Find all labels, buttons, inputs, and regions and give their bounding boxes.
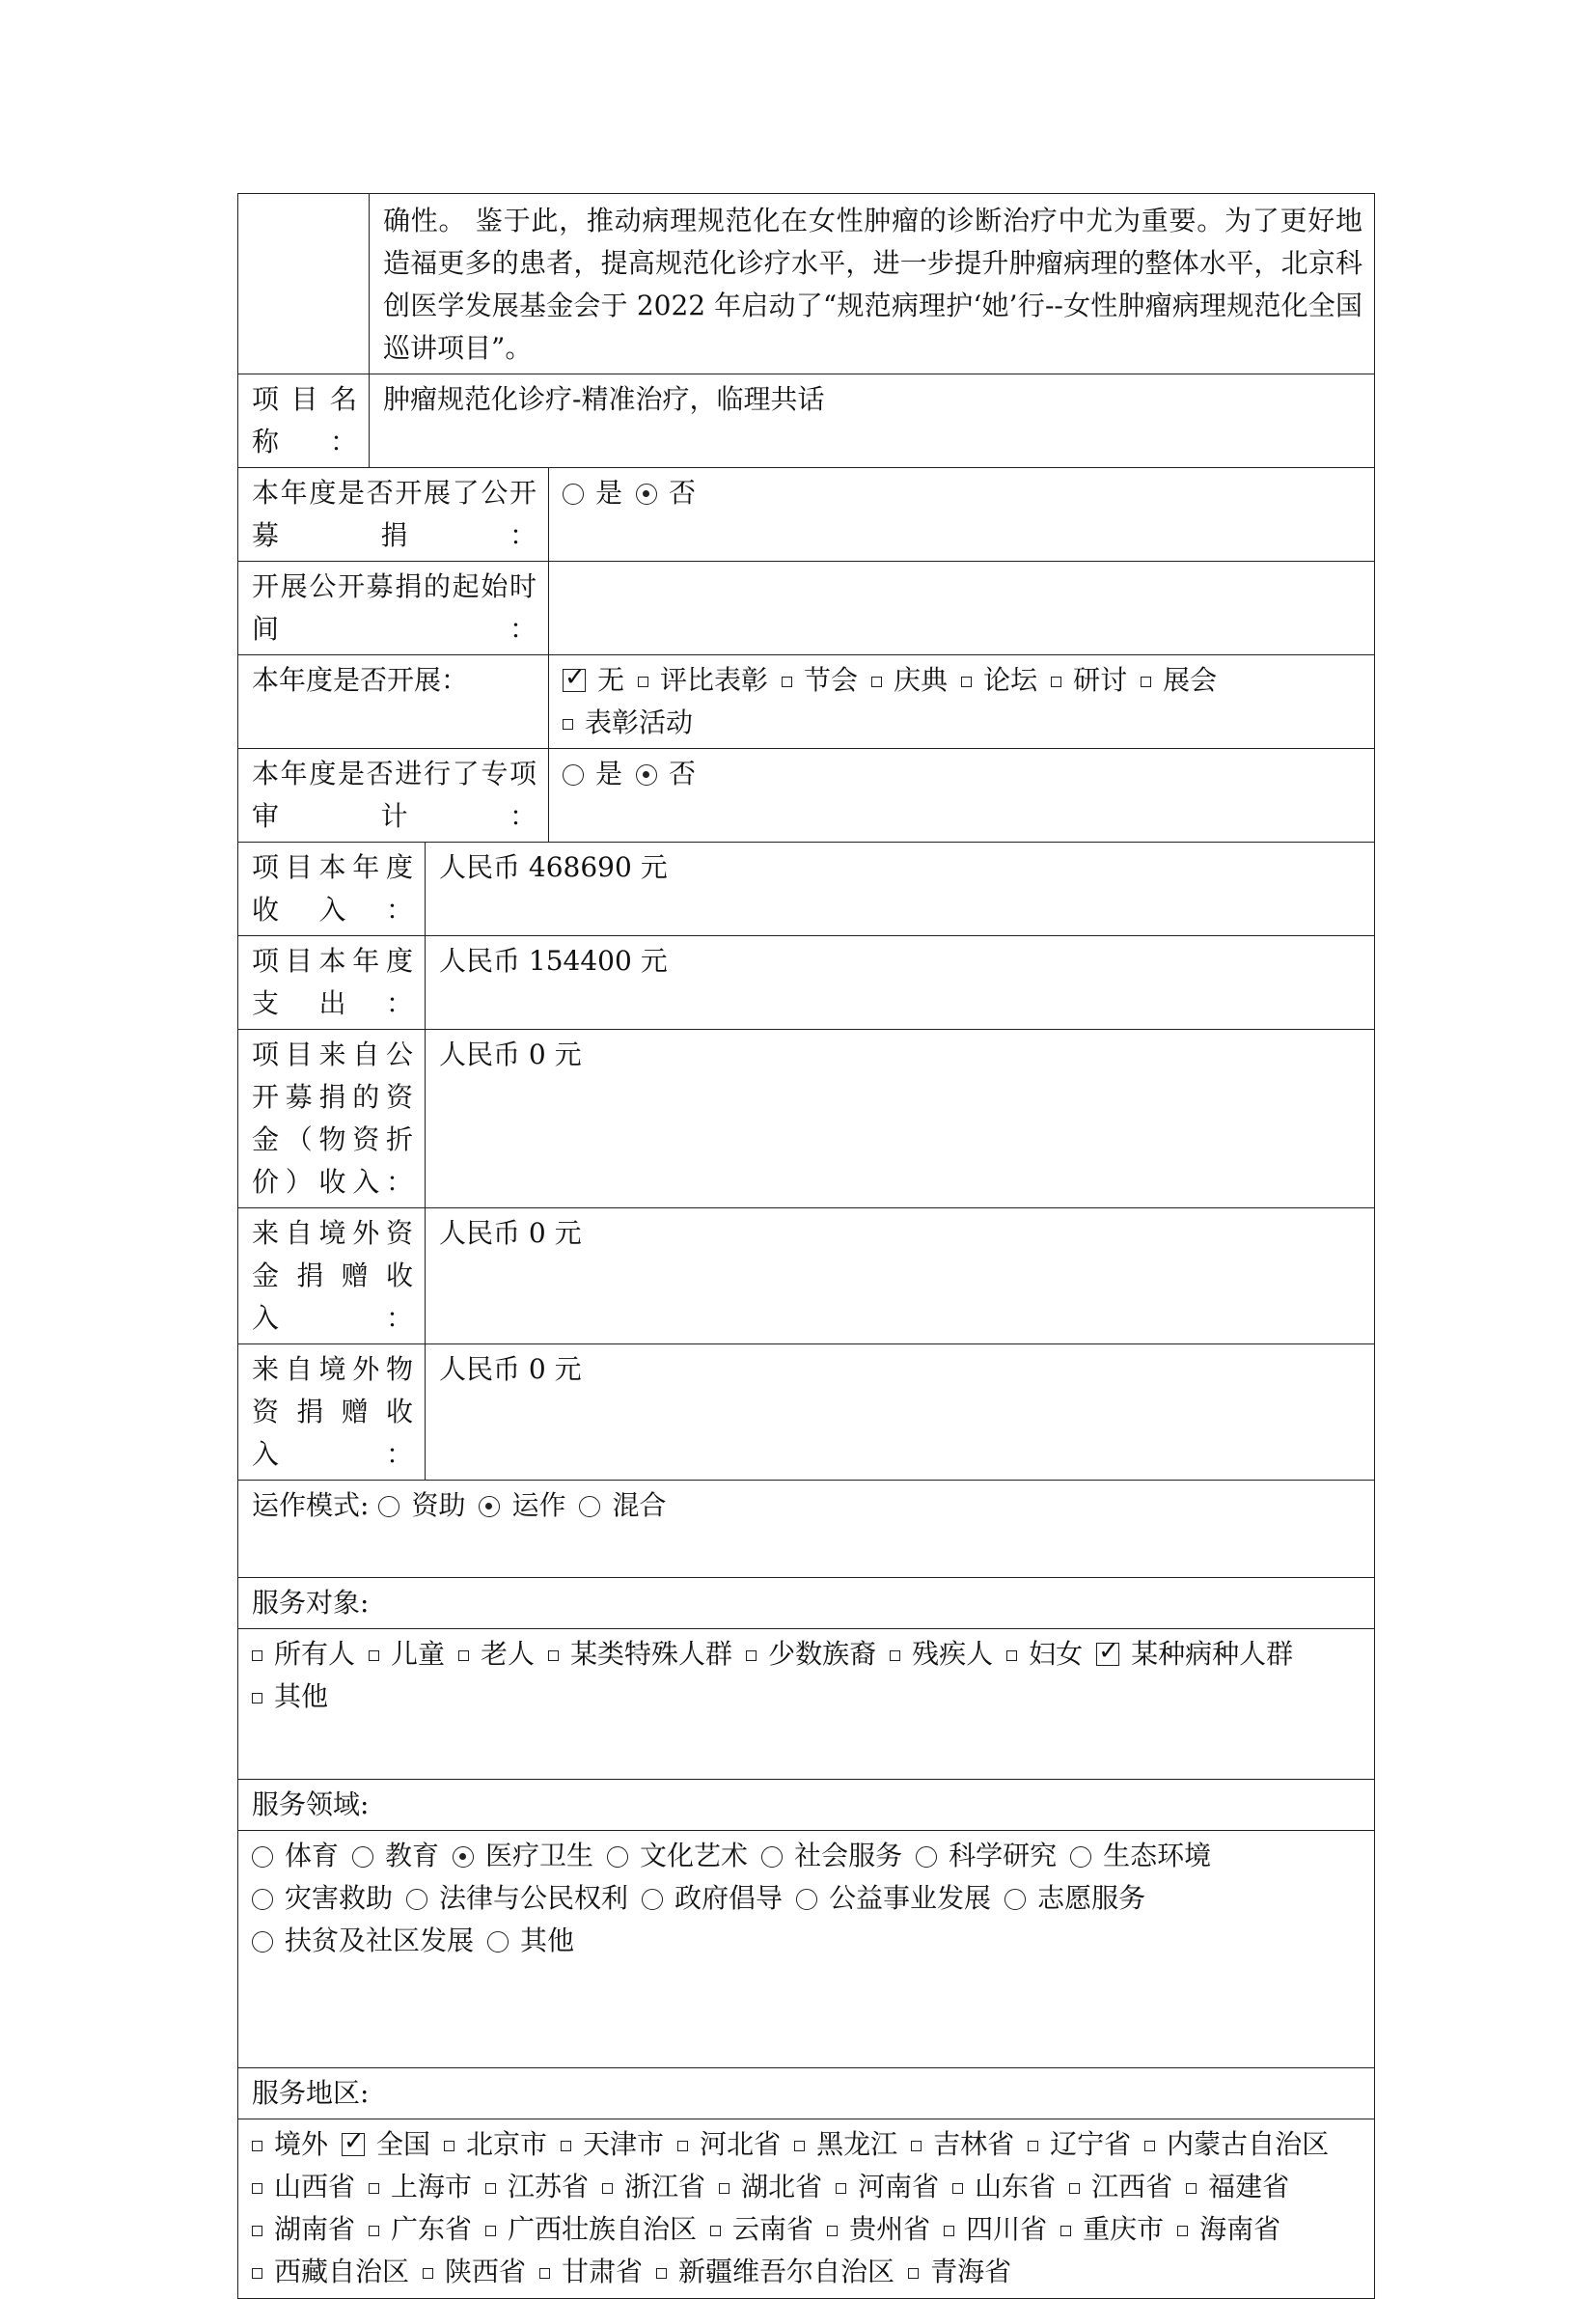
checkbox-empty-icon[interactable] [1028, 2141, 1038, 2151]
service-target-options [238, 1629, 1375, 1780]
public-income-row [238, 1030, 1375, 1208]
checkbox-empty-icon[interactable] [656, 2268, 667, 2279]
expense-value: 人民币 154400 元 [426, 936, 1375, 1030]
checkbox-checked-icon[interactable] [563, 669, 586, 692]
service-region-option[interactable] [719, 2166, 822, 2208]
service-region-row [238, 2119, 1375, 2299]
option-label: 河北省 [700, 2128, 782, 2160]
operation-mode-options [378, 1489, 679, 1521]
special-audit-option[interactable] [563, 753, 622, 795]
option-label: 论坛 [983, 664, 1038, 696]
checkbox-empty-icon[interactable] [252, 2226, 262, 2236]
checkbox-empty-icon[interactable] [252, 2268, 262, 2279]
service-target-option[interactable] [252, 1676, 328, 1718]
checkbox-empty-icon[interactable] [485, 2226, 496, 2236]
checkbox-empty-icon[interactable] [911, 2141, 922, 2151]
radio-selected-icon[interactable] [636, 764, 657, 786]
service-region-option[interactable] [342, 2123, 430, 2166]
option-label: 江西省 [1091, 2171, 1173, 2202]
option-label: 重庆市 [1083, 2213, 1165, 2245]
foreign-goods-label: 来自境外物资捐赠收入： [238, 1344, 426, 1481]
checkbox-empty-icon[interactable] [836, 2183, 846, 2194]
activities-option[interactable] [782, 659, 858, 702]
checkbox-empty-icon[interactable] [1141, 677, 1151, 687]
public-fundraising-label: 本年度是否开展了公开募捐： [238, 468, 549, 562]
option-label: 少数族裔 [768, 1638, 877, 1670]
checkbox-empty-icon[interactable] [890, 1650, 900, 1661]
service-region-option[interactable] [252, 2166, 355, 2208]
service-region-option[interactable] [369, 2208, 472, 2251]
service-region-label: 服务地区: [238, 2068, 1375, 2119]
option-label: 儿童 [391, 1638, 446, 1670]
intro-text: 确性。 鉴于此，推动病理规范化在女性肿瘤的诊断治疗中尤为重要。为了更好地造福更多的患者，提高规范化诊疗水平，进一步提升肿瘤病理的整体水平，北京科创医学发展基金会于 2022 年启动了“规范病理护‘她’行--女性肿瘤病理规范化全国巡讲项目”。 [370, 194, 1375, 374]
foreign-goods-value: 人民币 0 元 [426, 1344, 1375, 1481]
checkbox-empty-icon[interactable] [539, 2268, 550, 2279]
option-label: 志愿服务 [1037, 1882, 1146, 1914]
checkbox-empty-icon[interactable] [252, 2183, 262, 2194]
radio-empty-icon[interactable] [1004, 1889, 1026, 1910]
radio-selected-icon[interactable] [453, 1846, 474, 1868]
public-fundraising-option[interactable] [636, 472, 696, 514]
checkbox-empty-icon[interactable] [1006, 1650, 1017, 1661]
activities-option[interactable] [638, 659, 768, 702]
option-label: 四川省 [966, 2213, 1048, 2245]
special-audit-label: 本年度是否进行了专项审计： [238, 749, 549, 843]
checkbox-empty-icon[interactable] [602, 2183, 613, 2194]
project-name-value: 肿瘤规范化诊疗-精准治疗，临理共话 [370, 374, 1375, 468]
checkbox-empty-icon[interactable] [794, 2141, 805, 2151]
expense-row [238, 936, 1375, 1030]
option-label: 海南省 [1199, 2213, 1281, 2245]
service-region-option[interactable] [1186, 2166, 1289, 2208]
service-target-option[interactable] [369, 1633, 445, 1676]
checkbox-empty-icon[interactable] [561, 2141, 571, 2151]
option-label: 陕西省 [445, 2256, 527, 2287]
foreign-goods-row [238, 1344, 1375, 1481]
option-label: 灾害救助 [285, 1882, 394, 1914]
service-field-option[interactable] [1070, 1835, 1211, 1877]
service-target-label: 服务对象: [238, 1578, 1375, 1629]
option-label: 资助 [411, 1489, 466, 1521]
operation-mode-option[interactable] [378, 1484, 465, 1527]
checkbox-empty-icon[interactable] [252, 2141, 262, 2151]
special-audit-row [238, 749, 1375, 843]
service-region-option[interactable] [602, 2166, 705, 2208]
service-target-option[interactable] [1006, 1633, 1083, 1676]
option-label: 全国 [376, 2128, 431, 2160]
operation-mode-row [238, 1481, 1375, 1578]
option-label: 混合 [612, 1489, 667, 1521]
checkbox-empty-icon[interactable] [1051, 677, 1061, 687]
service-field-option[interactable] [487, 1920, 574, 1962]
checkbox-empty-icon[interactable] [908, 2268, 919, 2279]
fundraising-start-row [238, 562, 1375, 655]
checkbox-empty-icon[interactable] [944, 2226, 954, 2236]
checkbox-empty-icon[interactable] [423, 2268, 433, 2279]
public-fundraising-option[interactable] [563, 472, 622, 514]
income-value: 人民币 468690 元 [426, 843, 1375, 936]
checkbox-empty-icon[interactable] [444, 2141, 454, 2151]
service-region-option[interactable] [444, 2123, 547, 2166]
option-label: 表彰活动 [585, 706, 694, 738]
radio-empty-icon[interactable] [563, 484, 584, 505]
option-label: 运作 [511, 1489, 566, 1521]
public-fundraising-row [238, 468, 1375, 562]
option-label: 西藏自治区 [274, 2256, 410, 2287]
option-label: 体育 [285, 1840, 340, 1871]
option-label: 老人 [481, 1638, 536, 1670]
checkbox-empty-icon[interactable] [719, 2183, 729, 2194]
service-field-option[interactable] [642, 1877, 783, 1920]
activities-option[interactable] [1051, 659, 1127, 702]
option-label: 辽宁省 [1050, 2128, 1132, 2160]
radio-empty-icon[interactable] [487, 1931, 509, 1953]
service-region-option[interactable] [1177, 2208, 1280, 2251]
option-label: 评比表彰 [660, 664, 769, 696]
option-label: 福建省 [1208, 2171, 1290, 2202]
option-label: 否 [669, 758, 697, 789]
activities-option[interactable] [563, 659, 624, 702]
fundraising-start-value [549, 562, 1375, 655]
activities-option[interactable] [563, 702, 693, 744]
public-income-value: 人民币 0 元 [426, 1030, 1375, 1208]
service-region-option[interactable] [1028, 2123, 1131, 2166]
radio-empty-icon[interactable] [378, 1496, 399, 1517]
checkbox-empty-icon[interactable] [871, 677, 882, 687]
service-region-options [238, 2119, 1375, 2299]
service-region-option[interactable] [794, 2123, 897, 2166]
service-region-option[interactable] [911, 2123, 1014, 2166]
foreign-cash-label: 来自境外资金捐赠收入： [238, 1208, 426, 1344]
option-label: 广东省 [391, 2213, 473, 2245]
option-label: 上海市 [391, 2171, 473, 2202]
service-field-label: 服务领域: [238, 1780, 1375, 1831]
option-label: 公益事业发展 [829, 1882, 992, 1914]
checkbox-empty-icon[interactable] [1186, 2183, 1197, 2194]
service-target-option[interactable] [746, 1633, 876, 1676]
option-label: 山东省 [975, 2171, 1057, 2202]
operation-mode-cell [238, 1481, 1375, 1578]
public-fundraising-options [549, 468, 1375, 562]
foreign-cash-value: 人民币 0 元 [426, 1208, 1375, 1344]
radio-empty-icon[interactable] [579, 1496, 600, 1517]
checkbox-empty-icon[interactable] [369, 1650, 379, 1661]
option-label: 吉林省 [933, 2128, 1015, 2160]
radio-empty-icon[interactable] [607, 1846, 628, 1868]
checkbox-empty-icon[interactable] [677, 2141, 688, 2151]
operation-mode-option[interactable] [579, 1484, 666, 1527]
checkbox-empty-icon[interactable] [782, 677, 792, 687]
checkbox-empty-icon[interactable] [252, 1693, 262, 1703]
checkbox-empty-icon[interactable] [638, 677, 648, 687]
option-label: 文化艺术 [640, 1840, 749, 1871]
service-region-option[interactable] [369, 2166, 472, 2208]
checkbox-empty-icon[interactable] [827, 2226, 838, 2236]
option-label: 某类特殊人群 [570, 1638, 733, 1670]
option-label: 科学研究 [949, 1840, 1058, 1871]
radio-empty-icon[interactable] [761, 1846, 783, 1868]
service-region-option[interactable] [561, 2123, 664, 2166]
option-label: 其他 [274, 1680, 329, 1712]
checkbox-empty-icon[interactable] [485, 2183, 496, 2194]
checkbox-empty-icon[interactable] [710, 2226, 721, 2236]
option-label: 新疆维吾尔自治区 [678, 2256, 895, 2287]
option-label: 浙江省 [624, 2171, 706, 2202]
radio-empty-icon[interactable] [642, 1889, 663, 1910]
special-audit-options [549, 749, 1375, 843]
option-label: 江苏省 [508, 2171, 590, 2202]
option-label: 妇女 [1029, 1638, 1084, 1670]
service-field-row [238, 1831, 1375, 2068]
public-income-label: 项目来自公开募捐的资金（物资折价）收入： [238, 1030, 426, 1208]
option-label: 否 [669, 477, 697, 509]
operation-mode-label: 运作模式: [252, 1489, 370, 1521]
radio-empty-icon[interactable] [1070, 1846, 1091, 1868]
radio-empty-icon[interactable] [252, 1846, 273, 1868]
service-region-option[interactable] [710, 2208, 813, 2251]
service-field-option[interactable] [607, 1835, 748, 1877]
option-label: 是 [595, 758, 623, 789]
option-label: 河南省 [858, 2171, 940, 2202]
service-region-option[interactable] [252, 2123, 328, 2166]
activities-options [549, 655, 1375, 749]
service-region-option[interactable] [827, 2208, 930, 2251]
option-label: 教育 [385, 1840, 440, 1871]
service-region-option[interactable] [1069, 2166, 1172, 2208]
service-region-option[interactable] [1144, 2123, 1329, 2166]
option-label: 政府倡导 [674, 1882, 784, 1914]
radio-empty-icon[interactable] [406, 1889, 427, 1910]
radio-empty-icon[interactable] [352, 1846, 373, 1868]
service-field-option[interactable] [1004, 1877, 1145, 1920]
activities-option[interactable] [1141, 659, 1217, 702]
service-region-option[interactable] [836, 2166, 939, 2208]
service-field-option[interactable] [252, 1920, 474, 1962]
service-target-option[interactable] [548, 1633, 732, 1676]
option-label: 甘肃省 [562, 2256, 644, 2287]
option-label: 湖南省 [274, 2213, 356, 2245]
service-field-option[interactable] [352, 1835, 439, 1877]
checkbox-empty-icon[interactable] [548, 1650, 559, 1661]
special-audit-option[interactable] [636, 753, 696, 795]
service-region-option[interactable] [1060, 2208, 1164, 2251]
checkbox-empty-icon[interactable] [252, 1650, 262, 1661]
option-label: 北京市 [466, 2128, 548, 2160]
service-field-option[interactable] [916, 1835, 1057, 1877]
income-row [238, 843, 1375, 936]
service-field-option[interactable] [796, 1877, 991, 1920]
service-field-header-row [238, 1780, 1375, 1831]
service-field-option[interactable] [761, 1835, 902, 1877]
project-name-label: 项 目 名 称 ： [238, 374, 370, 468]
option-label: 广西壮族自治区 [508, 2213, 698, 2245]
checkbox-checked-icon[interactable] [1096, 1643, 1119, 1666]
option-label: 云南省 [732, 2213, 814, 2245]
service-target-option[interactable] [252, 1633, 355, 1676]
service-target-header-row [238, 1578, 1375, 1629]
service-region-header-row [238, 2068, 1375, 2119]
option-label: 所有人 [274, 1638, 356, 1670]
option-label: 贵州省 [849, 2213, 931, 2245]
option-label: 境外 [274, 2128, 329, 2160]
option-label: 无 [597, 664, 625, 696]
option-label: 医疗卫生 [485, 1840, 594, 1871]
service-field-option[interactable] [406, 1877, 628, 1920]
foreign-cash-row [238, 1208, 1375, 1344]
service-region-option[interactable] [252, 2208, 355, 2251]
checkbox-empty-icon[interactable] [1144, 2141, 1155, 2151]
checkbox-empty-icon[interactable] [369, 2226, 379, 2236]
option-label: 研讨 [1073, 664, 1128, 696]
project-info-table [237, 193, 1375, 2299]
option-label: 社会服务 [794, 1840, 903, 1871]
option-label: 某种病种人群 [1131, 1638, 1294, 1670]
service-region-option[interactable] [485, 2166, 589, 2208]
checkbox-empty-icon[interactable] [563, 719, 573, 730]
activities-label: 本年度是否开展： [238, 655, 549, 749]
service-region-option[interactable] [952, 2166, 1056, 2208]
operation-mode-option[interactable] [479, 1484, 565, 1527]
intro-blank-cell [238, 194, 370, 374]
service-field-options [238, 1831, 1375, 2068]
radio-empty-icon[interactable] [252, 1931, 273, 1953]
intro-row [238, 194, 1375, 374]
option-label: 内蒙古自治区 [1167, 2128, 1330, 2160]
checkbox-empty-icon[interactable] [458, 1650, 469, 1661]
radio-empty-icon[interactable] [252, 1889, 273, 1910]
checkbox-empty-icon[interactable] [952, 2183, 963, 2194]
checkbox-empty-icon[interactable] [961, 677, 972, 687]
radio-selected-icon[interactable] [479, 1496, 500, 1517]
checkbox-empty-icon[interactable] [1177, 2226, 1188, 2236]
option-label: 是 [595, 477, 623, 509]
option-label: 节会 [804, 664, 859, 696]
service-field-option[interactable] [252, 1877, 393, 1920]
option-label: 法律与公民权利 [439, 1882, 629, 1914]
option-label: 山西省 [274, 2171, 356, 2202]
income-label: 项目本年度收入： [238, 843, 426, 936]
option-label: 生态环境 [1103, 1840, 1212, 1871]
service-field-option[interactable] [252, 1835, 339, 1877]
radio-selected-icon[interactable] [636, 484, 657, 505]
service-region-option[interactable] [944, 2208, 1047, 2251]
option-label: 残疾人 [912, 1638, 994, 1670]
project-name-row [238, 374, 1375, 468]
service-target-option[interactable] [1096, 1633, 1293, 1676]
checkbox-empty-icon[interactable] [369, 2183, 379, 2194]
service-region-option[interactable] [485, 2208, 697, 2251]
option-label: 湖北省 [741, 2171, 823, 2202]
activities-option[interactable] [961, 659, 1037, 702]
radio-empty-icon[interactable] [563, 764, 584, 786]
radio-empty-icon[interactable] [916, 1846, 937, 1868]
service-target-option[interactable] [890, 1633, 993, 1676]
activities-option[interactable] [871, 659, 948, 702]
option-label: 庆典 [894, 664, 949, 696]
option-label: 扶贫及社区发展 [285, 1925, 475, 1956]
radio-empty-icon[interactable] [796, 1889, 817, 1910]
service-target-option[interactable] [458, 1633, 535, 1676]
option-label: 黑龙江 [816, 2128, 898, 2160]
option-label: 其他 [520, 1925, 575, 1956]
checkbox-empty-icon[interactable] [1060, 2226, 1071, 2236]
option-label: 青海省 [930, 2256, 1012, 2287]
checkbox-checked-icon[interactable] [342, 2133, 365, 2156]
service-region-option[interactable] [677, 2123, 781, 2166]
option-label: 展会 [1163, 664, 1218, 696]
option-label: 天津市 [583, 2128, 665, 2160]
service-target-row [238, 1629, 1375, 1780]
checkbox-empty-icon[interactable] [1069, 2183, 1080, 2194]
checkbox-empty-icon[interactable] [746, 1650, 757, 1661]
activities-row [238, 655, 1375, 749]
expense-label: 项目本年度支出： [238, 936, 426, 1030]
service-field-option[interactable] [453, 1835, 593, 1877]
fundraising-start-label: 开展公开募捐的起始时间： [238, 562, 549, 655]
